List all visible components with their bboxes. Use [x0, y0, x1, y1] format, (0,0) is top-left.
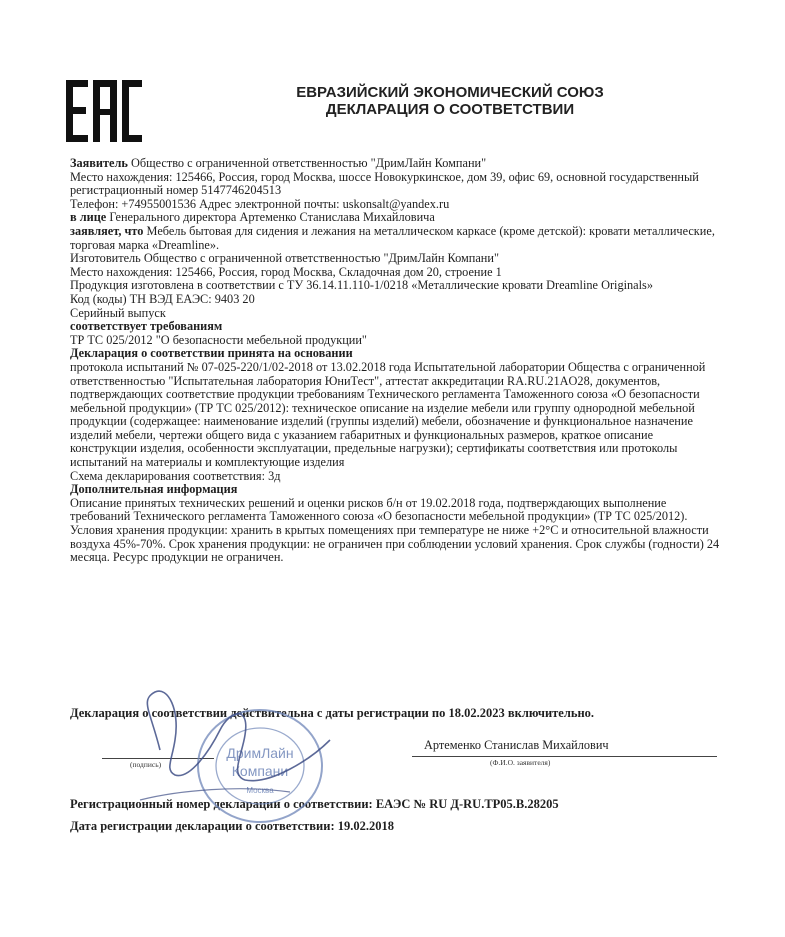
header-union: ЕВРАЗИЙСКИЙ ЭКОНОМИЧЕСКИЙ СОЮЗ: [296, 84, 604, 101]
basis-scheme: Схема декларирования соответствия: 3д: [70, 468, 281, 483]
serial-line: Серийный выпуск: [70, 305, 166, 320]
codes-line: Код (коды) ТН ВЭД ЕАЭС: 9403 20: [70, 291, 255, 306]
seal-line2: Компани: [231, 763, 289, 779]
validity-statement: Декларация о соответствии действительна с даты регистрации по 18.02.2023 включительно.: [70, 706, 595, 720]
applicant-label: Заявитель: [70, 156, 128, 170]
declaration-body: [70, 157, 720, 565]
seal-city: Москва: [246, 786, 274, 795]
person-label: в лице: [70, 210, 107, 225]
signature-caption: (подпись): [130, 760, 162, 769]
seal-line1: ДримЛайн: [226, 745, 294, 761]
applicant-name: Общество с ограниченной ответственностью "ДримЛайн Компани": [131, 156, 487, 170]
document-header: [250, 84, 650, 118]
signatory-name: Артеменко Станислав Михайлович: [424, 738, 609, 752]
declares-value: Мебель бытовая для сидения и лежания на металлическом каркасе (кроме детской): кровати металлические, торговая марка «Dreamline».: [70, 223, 715, 252]
additional-text: Описание принятых технических решений и оценки рисков б/н от 19.02.2018 года, подтверждающих выполнение требований Технического регламента Таможенного союза «О безопасности мебельной продукции» (ТР ТС 025/2012). Условия хранения продукции: хранить в крытых помещениях при температуре не ниже +2°С и относительной влажности воздуха 45%-70%. Срок хранения продукции: не ограничен при соблюдении условий хранения. Срок службы (годности) 24 месяца. Ресурс продукции не ограничен.: [70, 495, 720, 565]
applicant-address: Место нахождения: 125466, Россия, город Москва, шоссе Новокуркинское, дом 39, офис 69, основной государственный регистрационный номер 5147746204513: [70, 169, 699, 198]
registration-date: Дата регистрации декларации о соответствии: 19.02.2018: [70, 819, 394, 833]
compliance-value: ТР ТС 025/2012 "О безопасности мебельной продукции": [70, 332, 367, 347]
basis-label: Декларация о соответствии принята на основании: [70, 346, 353, 361]
applicant-line: [70, 157, 720, 171]
header-title: ДЕКЛАРАЦИЯ О СООТВЕТСТВИИ: [325, 101, 575, 118]
registration-number: Регистрационный номер декларации о соответствии: ЕАЭС № RU Д-RU.ТР05.В.28205: [70, 797, 559, 811]
additional-label: Дополнительная информация: [70, 482, 238, 497]
applicant-person-line: [70, 211, 720, 225]
name-line: [412, 756, 717, 757]
production-line: Продукция изготовлена в соответствии с ТУ 36.14.11.110-1/0218 «Металлические кровати Dreamline Originals»: [70, 278, 653, 293]
eac-logo: [66, 80, 142, 142]
person-value: Генерального директора Артеменко Станислава Михайловича: [109, 210, 435, 225]
manufacturer-name: Изготовитель Общество с ограниченной ответственностью "ДримЛайн Компани": [70, 251, 499, 266]
compliance-label: соответствует требованиям: [70, 319, 223, 334]
declares-label: заявляет, что: [70, 223, 144, 238]
declares-line: [70, 225, 720, 252]
signature-line: [102, 758, 214, 759]
manufacturer-address: Место нахождения: 125466, Россия, город Москва, Складочная дом 20, строение 1: [70, 264, 502, 279]
basis-text: протокола испытаний № 07-025-220/1/02-2018 от 13.02.2018 года Испытательной лаборатории Общества с ограниченной ответственностью "Испытательная лаборатория ЮниТест", аттестат аккредитации RA.RU.21AO28, документов, подтверждающих соответствие продукции требованиям Технического регламента Таможенного союза «О безопасности мебельной продукции» (ТР ТС 025/2012): техническое описание на изделие мебели или группу однородной мебельной продукции (содержащее: наименование изделий (группы изделий) мебели, обозначение и функциональное назначение изделий мебели, чертежи общего вида с указанием габаритных и функциональных размеров, краткое описание конструкции изделия, особенности эксплуатации, предельные нагрузки); сертификаты соответствия или протоколы испытаний на материалы и комплектующие изделия: [70, 359, 706, 470]
name-caption: (Ф.И.О. заявителя): [490, 758, 551, 767]
applicant-contacts: Телефон: +74955001536 Адрес электронной почты: uskonsalt@yandex.ru: [70, 196, 450, 211]
